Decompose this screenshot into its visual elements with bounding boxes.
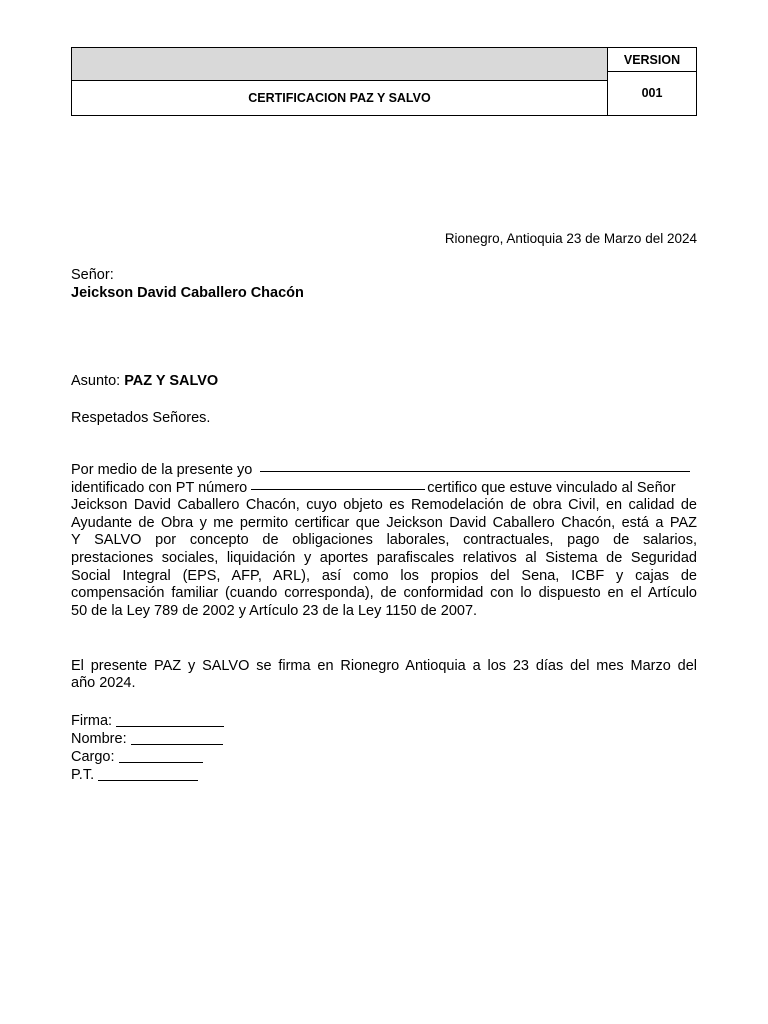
header-gray-band: [72, 48, 607, 81]
position-field: Cargo:: [71, 749, 224, 767]
header-version-cell: [608, 48, 696, 115]
position-blank: [119, 749, 203, 763]
letter-greeting: Señor:: [71, 267, 114, 283]
name-blank: [131, 731, 223, 745]
name-field: Nombre:: [71, 731, 224, 749]
blank-pt-line: [251, 488, 425, 490]
subject-label: Asunto:: [71, 373, 121, 389]
document-header: [71, 47, 697, 116]
body-line: 50 de la Ley 789 de 2002 y Artículo 23 de la Ley 1150 de 2007.: [71, 602, 478, 619]
body-line: compensación familiar (cuando corresponda), de conformidad con lo dispuesto en el Artículo: [71, 585, 697, 602]
document-title: CERTIFICACION PAZ Y SALVO: [248, 91, 431, 105]
body-line: Ayudante de Obra y me permito certificar que Jeickson David Caballero Chacón, está a PAZ: [71, 514, 697, 531]
letter-closing: [71, 658, 697, 692]
body-line: identificado con PT número certifico que estuve vinculado al Señor: [71, 479, 676, 496]
body-line: Por medio de la presente yo: [71, 462, 697, 480]
header-title-cell: [72, 48, 608, 115]
letter-date: Rionegro, Antioquia 23 de Marzo del 2024: [444, 231, 697, 246]
body-line: Y SALVO por concepto de obligaciones laborales, contractuales, pago de salarios,: [71, 532, 697, 549]
body-line: Jeickson David Caballero Chacón, cuyo objeto es Remodelación de obra Civil, en calidad de: [71, 497, 697, 514]
signature-field: Firma:: [71, 713, 224, 731]
closing-line: El presente PAZ y SALVO se firma en Rionegro Antioquia a los 23 días del mes Marzo del: [71, 658, 697, 674]
subject-value: PAZ Y SALVO: [124, 373, 219, 389]
body-line: Social Integral (EPS, AFP, ARL), así como los propios del Sena, ICBF y cajas de: [71, 567, 697, 584]
body-line: prestaciones sociales, liquidación y aportes parafiscales relativos al Sistema de Seguridad: [71, 549, 697, 566]
blank-name-line: [260, 470, 690, 472]
recipient-name: Jeickson David Caballero Chacón: [71, 285, 304, 301]
version-label: VERSION: [608, 48, 696, 72]
pt-field: P.T.: [71, 767, 224, 785]
signature-blank: [116, 713, 224, 727]
version-number: 001: [641, 86, 663, 100]
closing-line: año 2024.: [71, 675, 136, 691]
signature-block: [71, 713, 224, 785]
letter-subject: [71, 373, 218, 390]
pt-blank: [98, 767, 198, 781]
letter-body: [71, 462, 697, 620]
letter-salutation: Respetados Señores.: [71, 410, 211, 426]
